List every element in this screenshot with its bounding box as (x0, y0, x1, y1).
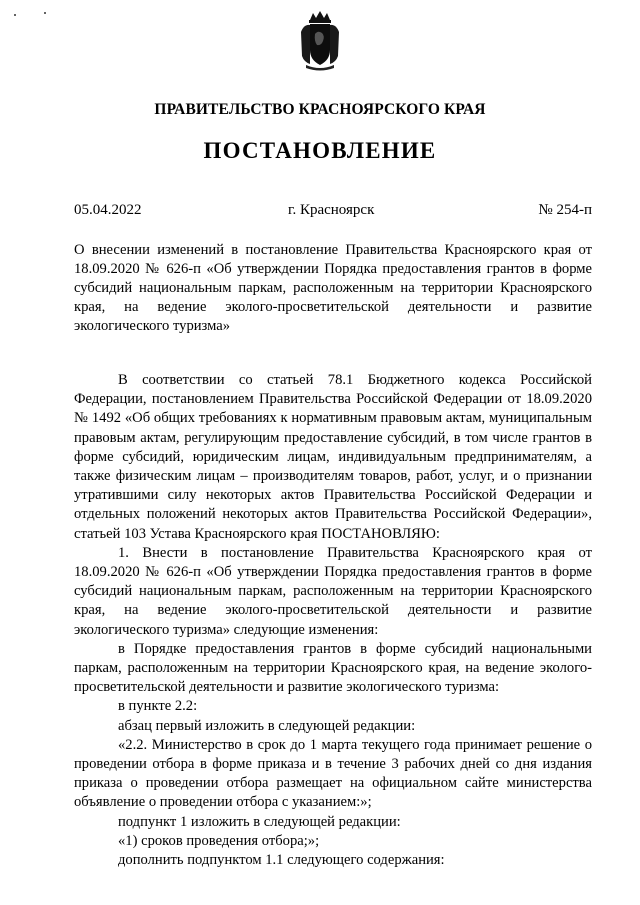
document-city: г. Красноярск (288, 202, 375, 218)
paragraph: в пункте 2.2: (118, 698, 198, 715)
document-date: 05.04.2022 (74, 202, 142, 218)
paragraph: абзац первый изложить в следующей редакции: (118, 717, 416, 734)
document-subject: О внесении изменений в постановление Правительства Красноярского края от 18.09.2020 № 626-п «Об утверждении Порядка предоставления грантов в форме субсидий национальным паркам, расположенным на территории Красноярского края, на ведение эколого-просветительской деятельности и развитие экологического туризма» (74, 242, 592, 334)
document-meta (74, 202, 592, 222)
paragraph: «2.2. Министерство в срок до 1 марта текущего года принимает решение о проведении отбора в форме приказа и в течение 3 рабочих дней со дня издания приказа о проведении отбора размещает на официальном сайте министерства объявление о проведении отбора с указанием:»; (74, 736, 592, 811)
paragraph: подпункт 1 изложить в следующей редакции: (118, 813, 401, 830)
coat-of-arms-icon (298, 10, 342, 72)
paragraph: «1) сроков проведения отбора;»; (118, 832, 320, 849)
paragraph: в Порядке предоставления грантов в форме субсидий национальными паркам, расположенным на территории Красноярского края, на ведение эколого-просветительской деятельности и развитие экологического туризма: (74, 640, 592, 696)
document-body (74, 371, 592, 870)
scan-speck (14, 14, 16, 16)
paragraph: 1. Внести в постановление Правительства Красноярского края от 18.09.2020 № 626-п «Об утверждении Порядка предоставления грантов в форме субсидий национальным паркам, расположенным на территории Красноярского края, на ведение эколого-просветительской деятельности и развитие экологического туризма» следующие изменения: (74, 544, 592, 638)
scan-speck (44, 12, 46, 14)
paragraph: В соответствии со статьей 78.1 Бюджетного кодекса Российской Федерации, постановлением Правительства Российской Федерации от 18.09.2020 № 1492 «Об общих требованиях к нормативным правовым актам, муниципальным правовым актам, регулирующим предоставление субсидий, в том числе грантов в форме субсидий, юридическим лицам, индивидуальным предпринимателям, а также физическим лицам – производителям товаров, работ, услуг, и о признании утратившими силу некоторых актов Правительства Российской Федерации и отдельных положений некоторых актов Правительства Российской Федерации», статьей 103 Устава Красноярского края ПОСТАНОВЛЯЮ: (74, 372, 592, 542)
document-number: № 254-п (538, 202, 592, 218)
document-type-title: ПОСТАНОВЛЕНИЕ (203, 138, 437, 163)
paragraph: дополнить подпунктом 1.1 следующего содержания: (118, 852, 445, 869)
government-title: ПРАВИТЕЛЬСТВО КРАСНОЯРСКОГО КРАЯ (154, 101, 486, 118)
